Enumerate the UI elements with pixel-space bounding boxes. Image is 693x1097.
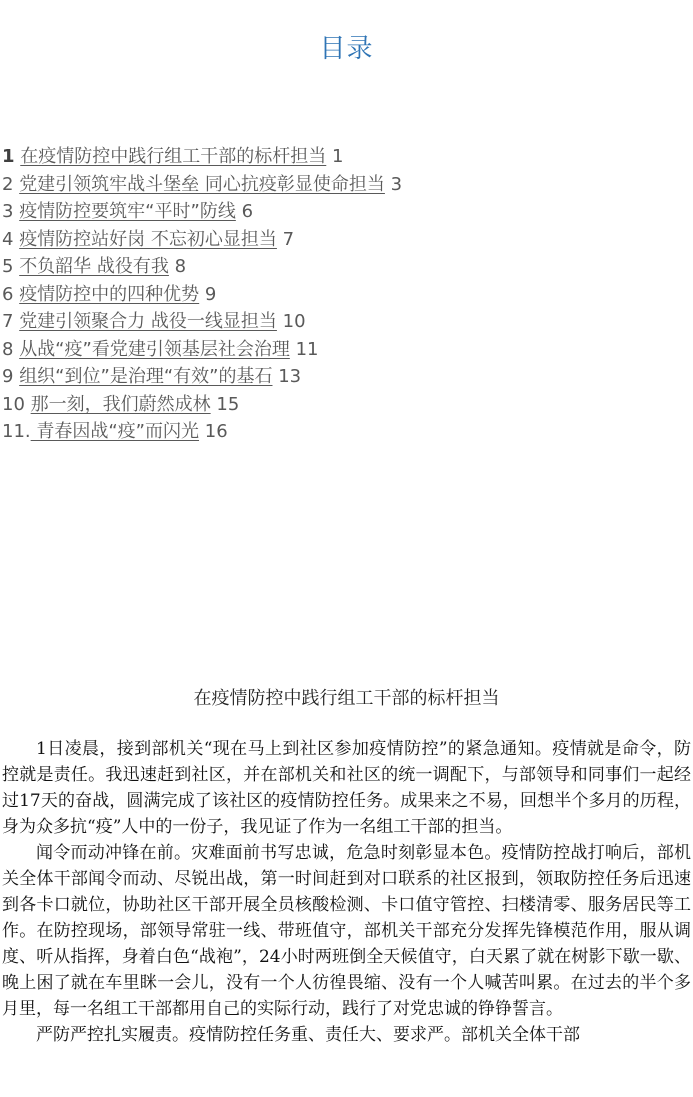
toc-item-page: 7 [282,228,295,250]
toc-item-number: 2 [2,173,14,195]
toc-item-number: 10 [2,393,25,415]
toc-item-number: 8 [2,338,14,360]
toc-item-number: 11. [2,421,31,442]
toc-item-page: 6 [241,201,254,222]
toc-title: 目录 [319,34,374,64]
toc-item[interactable] [2,173,692,201]
toc-item-page: 1 [332,146,344,167]
toc-item-link[interactable]: 组织“到位”是治理“有效”的基石 [19,366,273,387]
toc-item-number: 1 [2,146,15,167]
toc-item-page: 11 [295,338,319,360]
toc-item-number: 6 [2,283,14,305]
toc-item[interactable] [2,255,692,283]
toc-item-page: 16 [204,421,228,442]
toc-item-number: 4 [2,228,14,250]
toc-item[interactable] [2,393,692,421]
toc-item-link[interactable]: 那一刻，我们蔚然成林 [30,393,211,415]
toc-item-page: 10 [282,311,306,332]
article-paragraph: 1日凌晨，接到部机关“现在马上到社区参加疫情防控”的紧急通知。疫情就是命令，防控就是责任。我迅速赶到社区，并在部机关和社区的统一调配下，与部领导和同事们一起经过17天的奋战，圆满完成了该社区的疫情防控任务。成果来之不易，回想半个多月的历程，身为众多抗“疫”人中的一份子，我见证了作为一名组工干部的担当。 [2,739,691,837]
toc-item-page: 9 [204,283,217,305]
toc-item-link[interactable]: 党建引领筑牢战斗堡垒 同心抗疫彰显使命担当 [19,173,385,195]
article-body [2,736,691,1048]
toc-item-link[interactable]: 从战“疫”看党建引领基层社会治理 [19,338,290,360]
toc-item[interactable] [2,283,692,311]
toc-item-link[interactable]: 在疫情防控中践行组工干部的标杆担当 [20,146,327,167]
toc-item-link[interactable]: 不负韶华 战役有我 [19,256,169,277]
toc-item-number: 9 [2,366,14,387]
toc-item[interactable] [2,200,692,228]
toc-item-page: 8 [174,256,187,277]
toc-item[interactable] [2,145,692,173]
table-of-contents [2,145,692,448]
toc-item[interactable] [2,365,692,393]
toc-item-page: 13 [278,366,302,387]
toc-item[interactable] [2,420,692,448]
toc-item-page: 15 [216,393,240,415]
toc-item-link[interactable]: 党建引领聚合力 战役一线显担当 [19,311,277,332]
toc-item-page: 3 [390,173,403,195]
toc-item-number: 3 [2,201,14,222]
toc-item[interactable] [2,338,692,366]
article-paragraph: 闻令而动冲锋在前。灾难面前书写忠诚，危急时刻彰显本色。疫情防控战打响后，部机关全体干部闻令而动、尽锐出战，第一时间赶到对口联系的社区报到，领取防控任务后迅速到各卡口就位，协助社区干部开展全员核酸检测、卡口值守管控、扫楼清零、服务居民等工作。在防控现场，部领导常驻一线、带班值守，部机关干部充分发挥先锋模范作用，服从调度、听从指挥，身着白色“战袍”，24小时两班倒全天候值守，白天累了就在树影下歇一歇、晚上困了就在车里眯一会儿，没有一个人彷徨畏缩、没有一个人喊苦叫累。在过去的半个多月里，每一名组工干部都用自己的实际行动，践行了对党忠诚的铮铮誓言。 [2,843,691,1019]
toc-item[interactable] [2,228,692,256]
toc-item-number: 7 [2,311,14,332]
toc-item-link[interactable]: 疫情防控要筑牢“平时”防线 [19,201,236,222]
toc-item-link[interactable]: 疫情防控站好岗 不忘初心显担当 [19,228,277,250]
article-paragraph: 严防严控扎实履责。疫情防控任务重、责任大、要求严。部机关全体干部 [36,1025,580,1045]
toc-item-link[interactable]: 疫情防控中的四种优势 [19,283,200,305]
toc-item-number: 5 [2,256,14,277]
toc-item[interactable] [2,310,692,338]
toc-item-link[interactable]: 青春因战“疫”而闪光 [30,421,200,442]
article-title: 在疫情防控中践行组工干部的标杆担当 [193,688,500,709]
